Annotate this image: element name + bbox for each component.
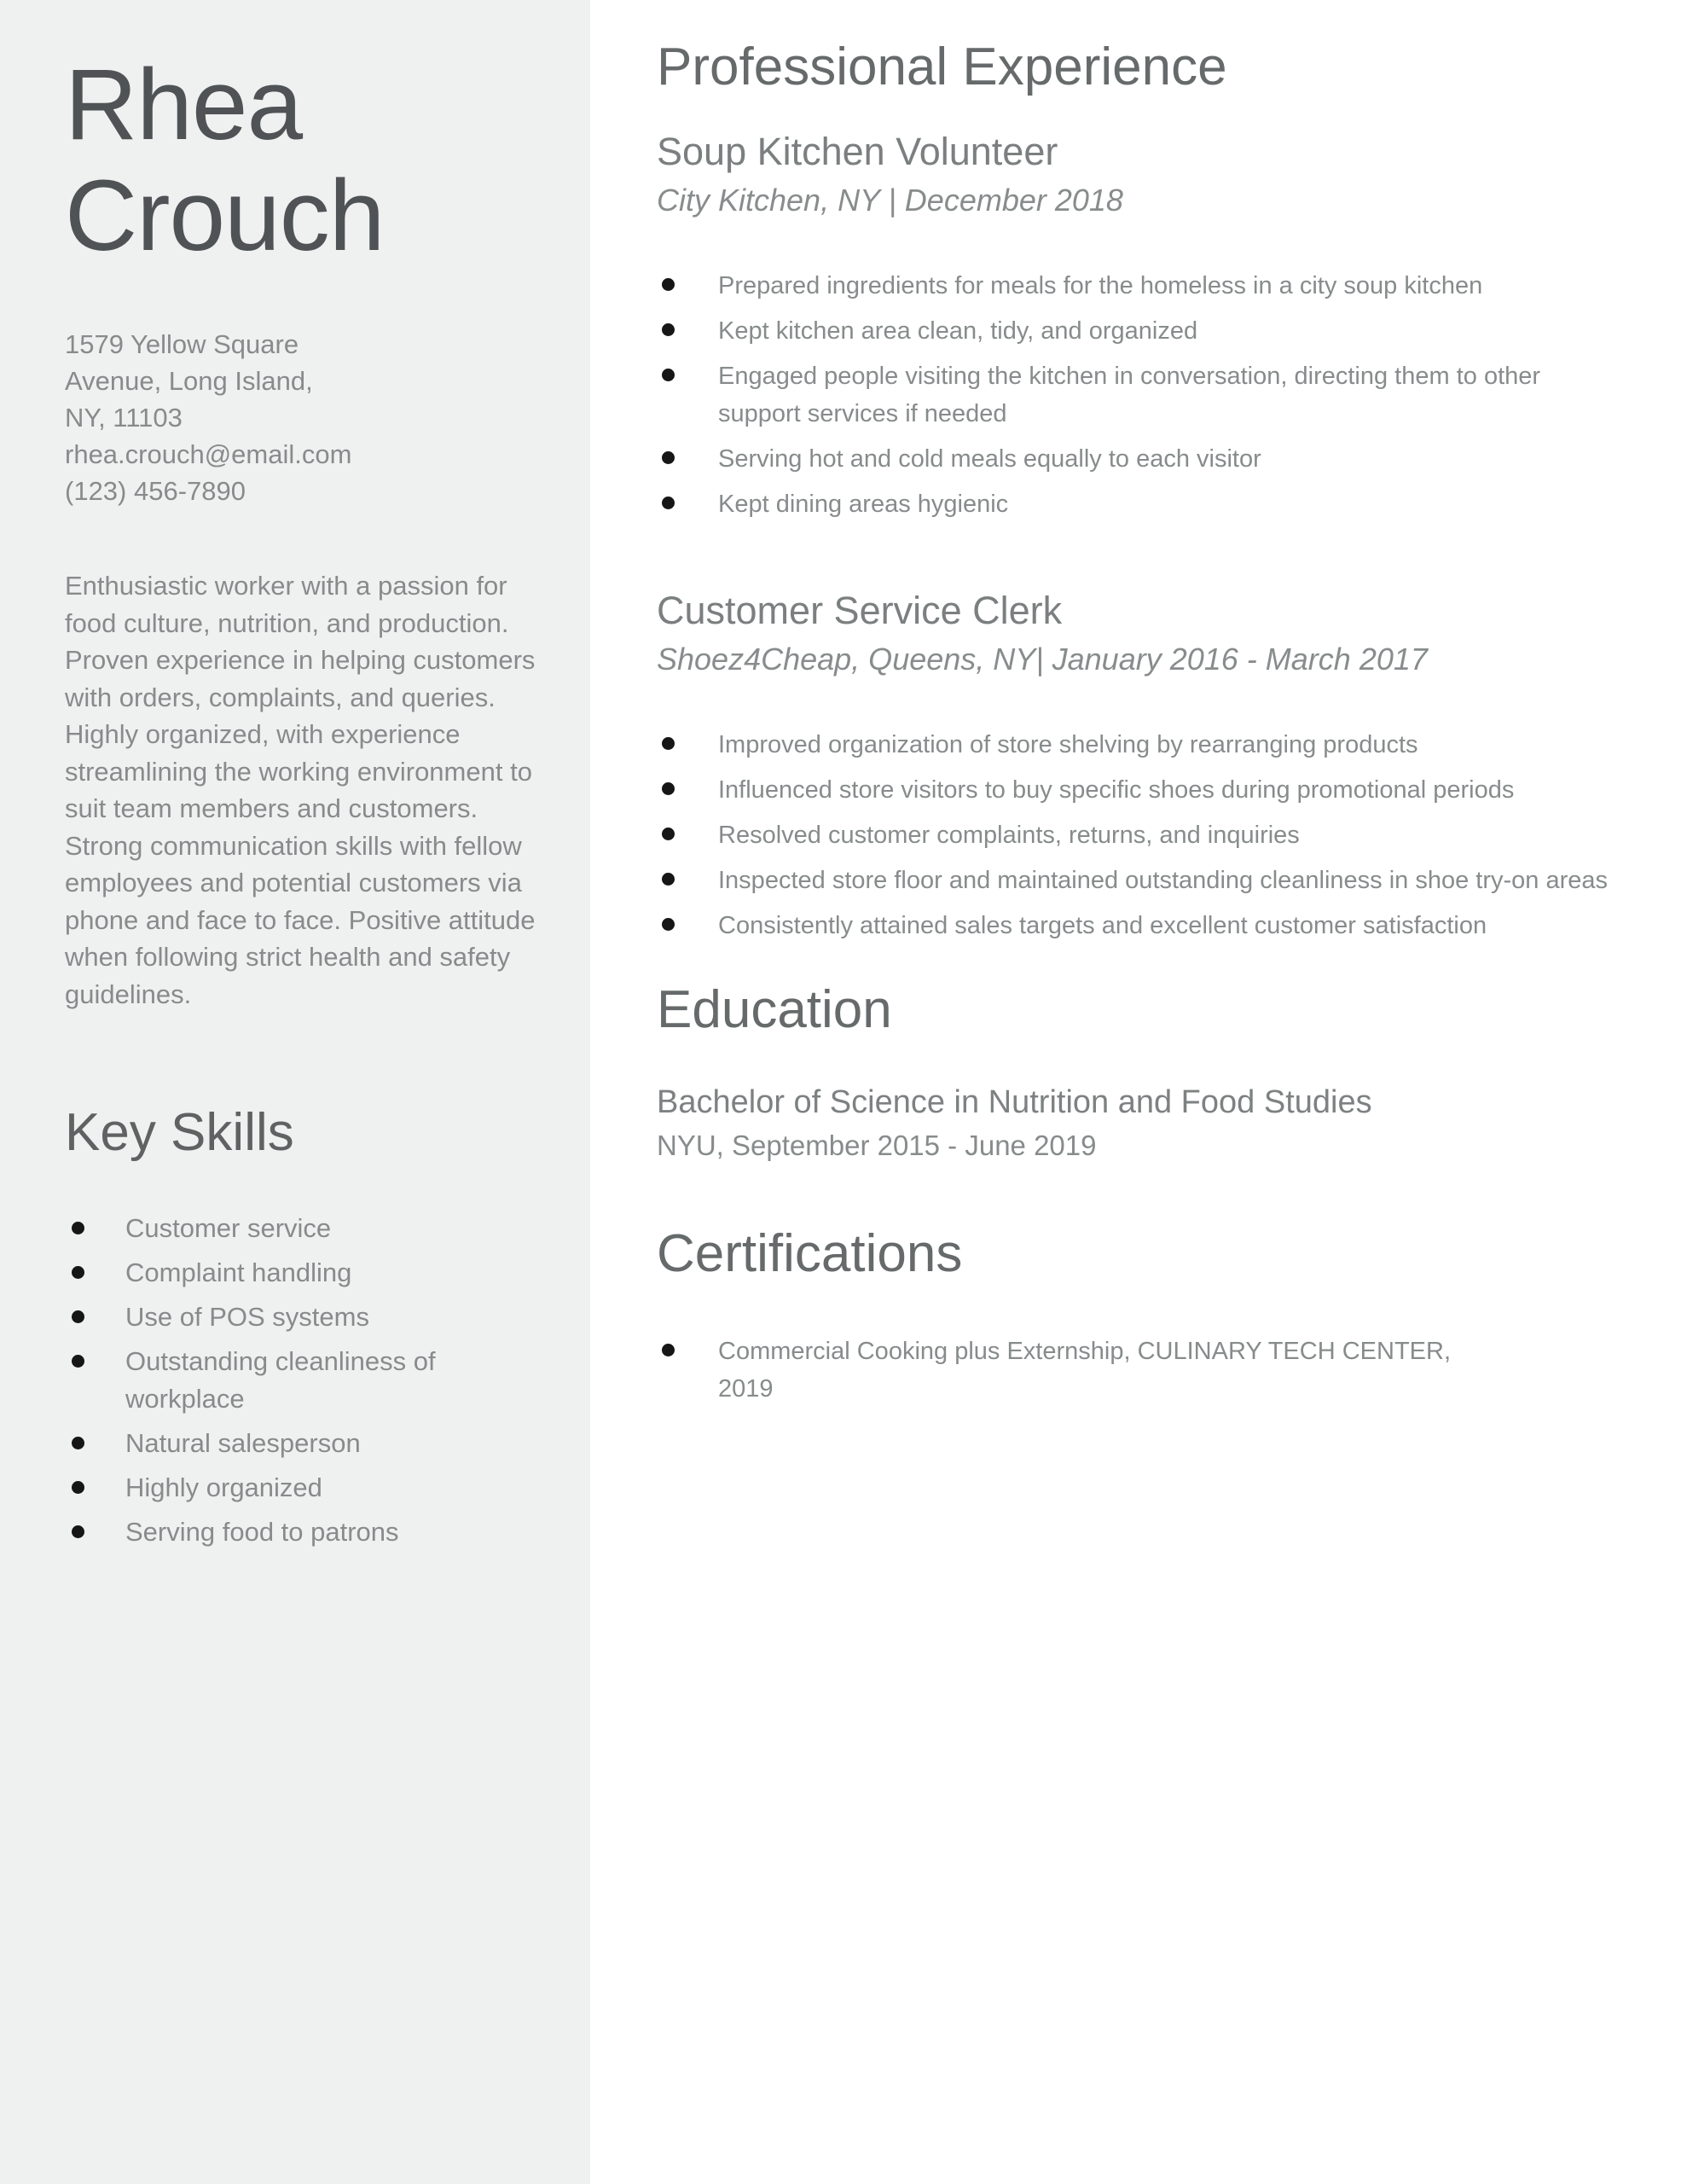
skill-item <box>65 1254 536 1292</box>
bullet-icon <box>662 782 675 795</box>
bullet-icon <box>72 1266 84 1279</box>
key-skills-heading: Key Skills <box>65 1103 294 1162</box>
job-title: Soup Kitchen Volunteer <box>657 130 1058 173</box>
job-title: Customer Service Clerk <box>657 589 1063 632</box>
skill-label: Outstanding cleanliness of workplace <box>125 1346 436 1414</box>
certification-item <box>657 1333 1475 1408</box>
job-bullet-text: Kept dining areas hygienic <box>718 491 1009 518</box>
education-heading: Education <box>657 980 892 1039</box>
skill-label: Highly organized <box>125 1472 322 1502</box>
job-soup-kitchen-volunteer <box>657 128 1619 523</box>
skill-item <box>65 1298 536 1336</box>
bullet-icon <box>72 1481 84 1494</box>
bullet-icon <box>662 497 675 509</box>
bullet-icon <box>72 1310 84 1323</box>
job-bullet-item <box>657 485 1619 523</box>
skill-item <box>65 1469 536 1507</box>
bullet-icon <box>72 1355 84 1368</box>
certifications-heading: Certifications <box>657 1224 963 1283</box>
skill-label: Natural salesperson <box>125 1428 361 1458</box>
skill-item <box>65 1343 536 1418</box>
skill-label: Serving food to patrons <box>125 1517 399 1547</box>
bullet-icon <box>662 369 675 381</box>
skill-item <box>65 1425 536 1462</box>
job-bullet-text: Prepared ingredients for meals for the homeless in a city soup kitchen <box>718 272 1483 299</box>
contact-line: Avenue, Long Island, <box>65 366 313 396</box>
bullet-icon <box>662 737 675 750</box>
candidate-name: Rhea Crouch <box>65 49 385 272</box>
bullet-icon <box>72 1525 84 1538</box>
bullet-icon <box>72 1222 84 1234</box>
skill-item <box>65 1513 536 1551</box>
job-bullet-text: Influenced store visitors to buy specific shoes during promotional periods <box>718 776 1515 804</box>
job-customer-service-clerk <box>657 587 1619 944</box>
job-bullet-list <box>657 726 1619 944</box>
contact-line: (123) 456-7890 <box>65 476 246 506</box>
contact-line: NY, 11103 <box>65 403 183 433</box>
certification-text: Commercial Cooking plus Externship, CULINARY TECH CENTER, 2019 <box>718 1338 1451 1403</box>
skill-item <box>65 1210 536 1247</box>
job-bullet-item <box>657 816 1619 854</box>
job-bullet-item <box>657 862 1619 899</box>
bullet-icon <box>662 451 675 464</box>
profile-summary: Enthusiastic worker with a passion for food culture, nutrition, and production. Proven experience in helping customers with orders, complaints, and queries. Highly organized, with experience streamlining the working environment to suit team members and customers. Strong communication skills with fellow employees and potential customers via phone and face to face. Positive attitude when following strict health and safety guidelines. <box>65 571 536 1009</box>
skill-label: Customer service <box>125 1213 332 1243</box>
sidebar <box>0 0 590 2184</box>
job-bullet-item <box>657 312 1619 350</box>
job-bullet-text: Consistently attained sales targets and excellent customer satisfaction <box>718 912 1487 939</box>
skills-list <box>65 1210 536 1551</box>
skill-label: Complaint handling <box>125 1258 352 1287</box>
job-bullet-item <box>657 440 1619 478</box>
education-degree: Bachelor of Science in Nutrition and Food Studies <box>657 1084 1372 1120</box>
bullet-icon <box>662 1344 675 1356</box>
experience-heading: Professional Experience <box>657 38 1227 96</box>
job-bullet-text: Resolved customer complaints, returns, and inquiries <box>718 822 1300 849</box>
bullet-icon <box>662 873 675 886</box>
skill-label: Use of POS systems <box>125 1302 369 1332</box>
education-meta: NYU, September 2015 - June 2019 <box>657 1130 1097 1161</box>
bullet-icon <box>662 323 675 336</box>
job-bullet-list <box>657 267 1619 523</box>
job-bullet-item <box>657 267 1619 305</box>
job-bullet-text: Kept kitchen area clean, tidy, and organized <box>718 317 1198 345</box>
job-bullet-item <box>657 907 1619 944</box>
job-bullet-item <box>657 771 1619 809</box>
job-bullet-text: Improved organization of store shelving by rearranging products <box>718 731 1418 758</box>
bullet-icon <box>662 918 675 931</box>
job-meta: City Kitchen, NY | December 2018 <box>657 183 1123 218</box>
job-bullet-item <box>657 357 1619 433</box>
bullet-icon <box>662 828 675 840</box>
contact-block <box>65 326 536 509</box>
contact-line: 1579 Yellow Square <box>65 329 299 359</box>
certifications-list <box>657 1333 1475 1408</box>
job-bullet-item <box>657 726 1619 764</box>
job-bullet-text: Serving hot and cold meals equally to each visitor <box>718 445 1261 473</box>
contact-line: rhea.crouch@email.com <box>65 439 352 469</box>
job-bullet-text: Inspected store floor and maintained outstanding cleanliness in shoe try-on areas <box>718 867 1609 894</box>
bullet-icon <box>72 1437 84 1449</box>
bullet-icon <box>662 278 675 291</box>
job-bullet-text: Engaged people visiting the kitchen in conversation, directing them to other support services if needed <box>718 363 1541 427</box>
job-meta: Shoez4Cheap, Queens, NY| January 2016 - March 2017 <box>657 642 1428 677</box>
main-column <box>657 0 1619 1415</box>
